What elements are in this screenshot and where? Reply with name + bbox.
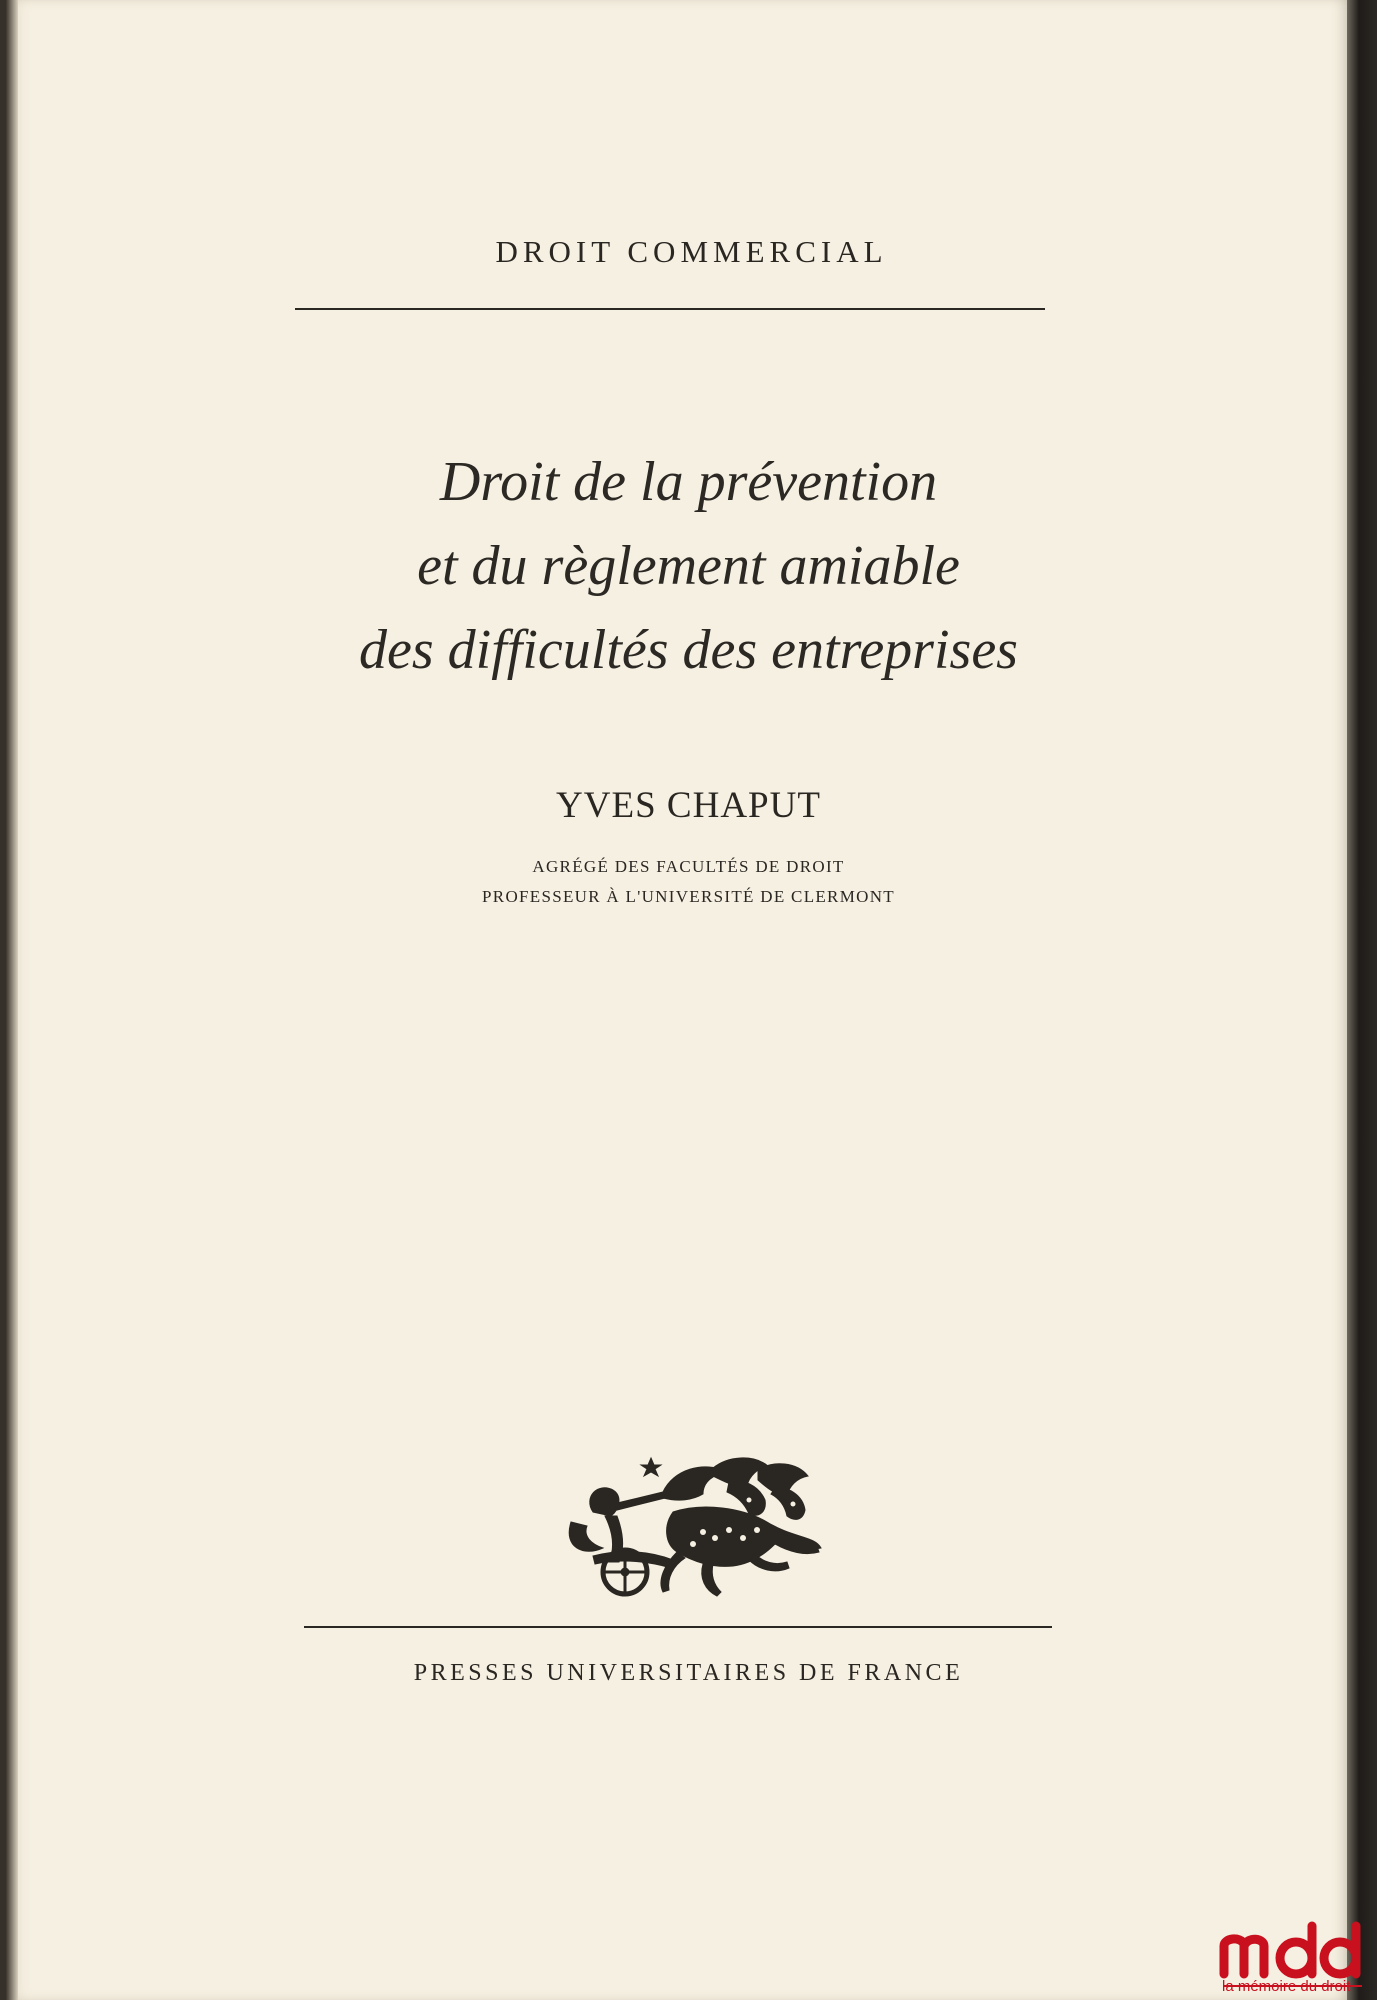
watermark-caption: la mémoire du droit (1222, 1978, 1351, 1995)
title-line: des difficultés des entreprises (359, 619, 1018, 681)
book-binding-edge (1347, 0, 1377, 2000)
author-credentials (0, 852, 1377, 912)
publisher-name: PRESSES UNIVERSITAIRES DE FRANCE (413, 1660, 964, 1686)
title-line: et du règlement amiable (417, 535, 960, 597)
chariot-horses-emblem-icon (553, 1452, 825, 1600)
series-title: DROIT COMMERCIAL (495, 234, 888, 269)
credential-line: AGRÉGÉ DES FACULTÉS DE DROIT (532, 857, 845, 876)
title-page (6, 0, 1351, 2000)
page-left-edge (6, 0, 18, 2000)
bottom-rule (304, 1626, 1052, 1628)
credential-line: PROFESSEUR À L'UNIVERSITÉ DE CLERMONT (482, 887, 895, 906)
top-rule (295, 308, 1045, 310)
author-name: YVES CHAPUT (556, 785, 821, 826)
book-title (0, 440, 1377, 692)
title-line: Droit de la prévention (439, 451, 938, 513)
